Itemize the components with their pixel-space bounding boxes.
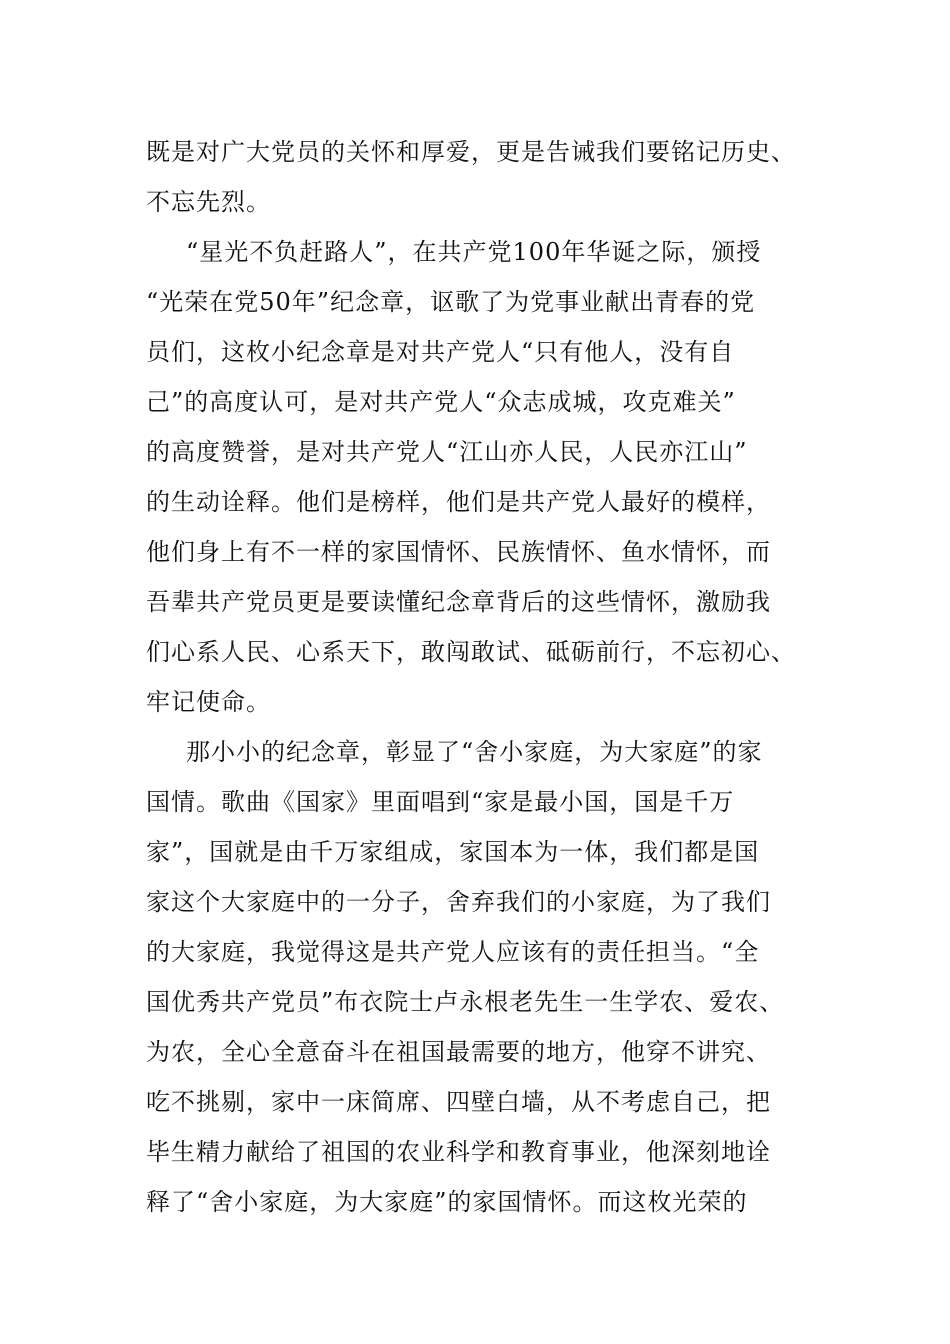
paragraph-line: 既是对广大党员的关怀和厚爱，更是告诫我们要铭记历史、 xyxy=(146,138,796,166)
paragraph-line: 家这个大家庭中的一分子，舍弃我们的小家庭，为了我们 xyxy=(146,888,771,916)
paragraph-line: 的大家庭，我觉得这是共产党人应该有的责任担当。“全 xyxy=(146,938,760,966)
paragraph-line: 那小小的纪念章，彰显了“舍小家庭，为大家庭”的家 xyxy=(186,738,763,766)
paragraph-line: 牢记使命。 xyxy=(146,688,271,716)
paragraph-line: 吾辈共产党员更是要读懂纪念章背后的这些情怀，激励我 xyxy=(146,588,771,616)
paragraph-line: 的高度赞誉，是对共产党人“江山亦人民，人民亦江山” xyxy=(146,438,748,466)
paragraph-line: 家”，国就是由千万家组成，家国本为一体，我们都是国 xyxy=(146,838,760,866)
paragraph-line: 他们身上有不一样的家国情怀、民族情怀、鱼水情怀，而 xyxy=(146,538,771,566)
paragraph-line: “星光不负赶路人”，在共产党100年华诞之际，颁授 xyxy=(186,238,762,266)
paragraph-line: 的生动诠释。他们是榜样，他们是共产党人最好的模样， xyxy=(146,488,771,516)
paragraph-line: 国优秀共产党员”布衣院士卢永根老先生一生学农、爱农、 xyxy=(146,988,785,1016)
paragraph-line: 国情。歌曲《国家》里面唱到“家是最小国，国是千万 xyxy=(146,788,735,816)
paragraph-line: 员们，这枚小纪念章是对共产党人“只有他人，没有自 xyxy=(146,338,735,366)
paragraph-line: 为农，全心全意奋斗在祖国最需要的地方，他穿不讲究、 xyxy=(146,1038,771,1066)
paragraph-line: “光荣在党50年”纪念章，讴歌了为党事业献出青春的党 xyxy=(146,288,756,316)
paragraph-line: 释了“舍小家庭，为大家庭”的家国情怀。而这枚光荣的 xyxy=(146,1188,748,1216)
paragraph-line: 们心系人民、心系天下，敢闯敢试、砥砺前行，不忘初心、 xyxy=(146,638,796,666)
paragraph-line: 毕生精力献给了祖国的农业科学和教育事业，他深刻地诠 xyxy=(146,1138,771,1166)
paragraph-line: 吃不挑剔，家中一床简席、四壁白墙，从不考虑自己，把 xyxy=(146,1088,771,1116)
paragraph-line: 不忘先烈。 xyxy=(146,188,271,216)
paragraph-line: 己”的高度认可，是对共产党人“众志成城，攻克难关” xyxy=(146,388,736,416)
